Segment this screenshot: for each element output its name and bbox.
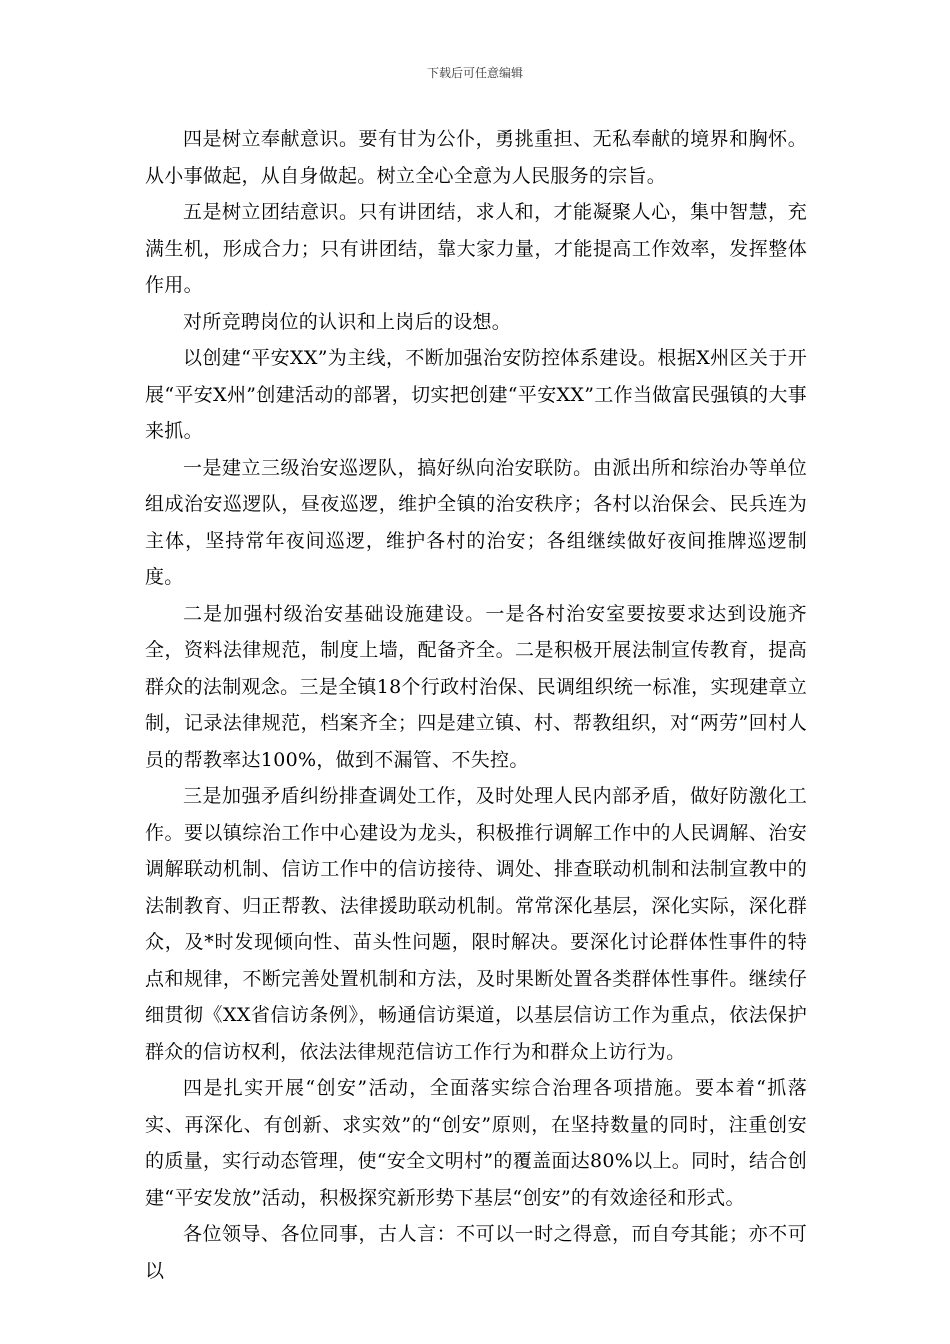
document-body bbox=[145, 121, 807, 1289]
page-header: 下载后可任意编辑 bbox=[426, 66, 523, 80]
paragraph-dispute-resolution: 三是加强矛盾纠纷排查调处工作，及时处理人民内部矛盾，做好防激化工作。要以镇综治工作中心建设为龙头，积极推行调解工作中的人民调解、治安调解联动机制、信访工作中的信访接待、调处、排查联动机制和法制宣教中的法制教育、归正帮教、法律援助联动机制。常常深化基层，深化实际，深化群众，及*时发现倾向性、苗头性问题，限时解决。要深化讨论群体性事件的特点和规律，不断完善处置机制和方法，及时果断处置各类群体性事件。继续仔细贯彻《XX省信访条例》，畅通信访渠道，以基层信访工作为重点，依法保护群众的信访权利，依法法律规范信访工作行为和群众上访行为。 bbox=[145, 785, 807, 1063]
paragraph-village-facilities: 二是加强村级治安基础设施建设。一是各村治安室要按要求达到设施齐全，资料法律规范，制度上墙，配备齐全。二是积极开展法制宣传教育，提高群众的法制观念。三是全镇18个行政村治保、民调组织统一标准，实现建章立制，记录法律规范，档案齐全；四是建立镇、村、帮教组织，对“两劳”回村人员的帮教率达100%，做到不漏管、不失控。 bbox=[145, 602, 807, 771]
paragraph-closing: 各位领导、各位同事，古人言：不可以一时之得意，而自夸其能；亦不可以 bbox=[145, 1223, 807, 1282]
paragraph-safe-campaign: 以创建“平安XX”为主线，不断加强治安防控体系建设。根据X州区关于开展“平安X州”创建活动的部署，切实把创建“平安XX”工作当做富民强镇的大事来抓。 bbox=[145, 347, 807, 442]
paragraph-section-heading: 对所竞聘岗位的认识和上岗后的设想。 bbox=[183, 310, 512, 333]
paragraph-safety-activities: 四是扎实开展“创安”活动，全面落实综合治理各项措施。要本着“抓落实、再深化、有创新、求实效”的“创安”原则，在坚持数量的同时，注重创安的质量，实行动态管理，使“安全文明村”的覆盖面达80%以上。同时，结合创建“平安发放”活动，积极探究新形势下基层“创安”的有效途径和形式。 bbox=[145, 1077, 807, 1209]
paragraph-unity: 五是树立团结意识。只有讲团结，求人和，才能凝聚人心，集中智慧，充满生机，形成合力；只有讲团结，靠大家力量，才能提高工作效率，发挥整体作用。 bbox=[145, 201, 807, 296]
paragraph-patrol-team: 一是建立三级治安巡逻队，搞好纵向治安联防。由派出所和综治办等单位组成治安巡逻队，昼夜巡逻，维护全镇的治安秩序；各村以治保会、民兵连为主体，坚持常年夜间巡逻，维护各村的治安；各组继续做好夜间推牌巡逻制度。 bbox=[145, 456, 807, 588]
paragraph-dedication: 四是树立奉献意识。要有甘为公仆，勇挑重担、无私奉献的境界和胸怀。从小事做起，从自身做起。树立全心全意为人民服务的宗旨。 bbox=[145, 128, 807, 187]
